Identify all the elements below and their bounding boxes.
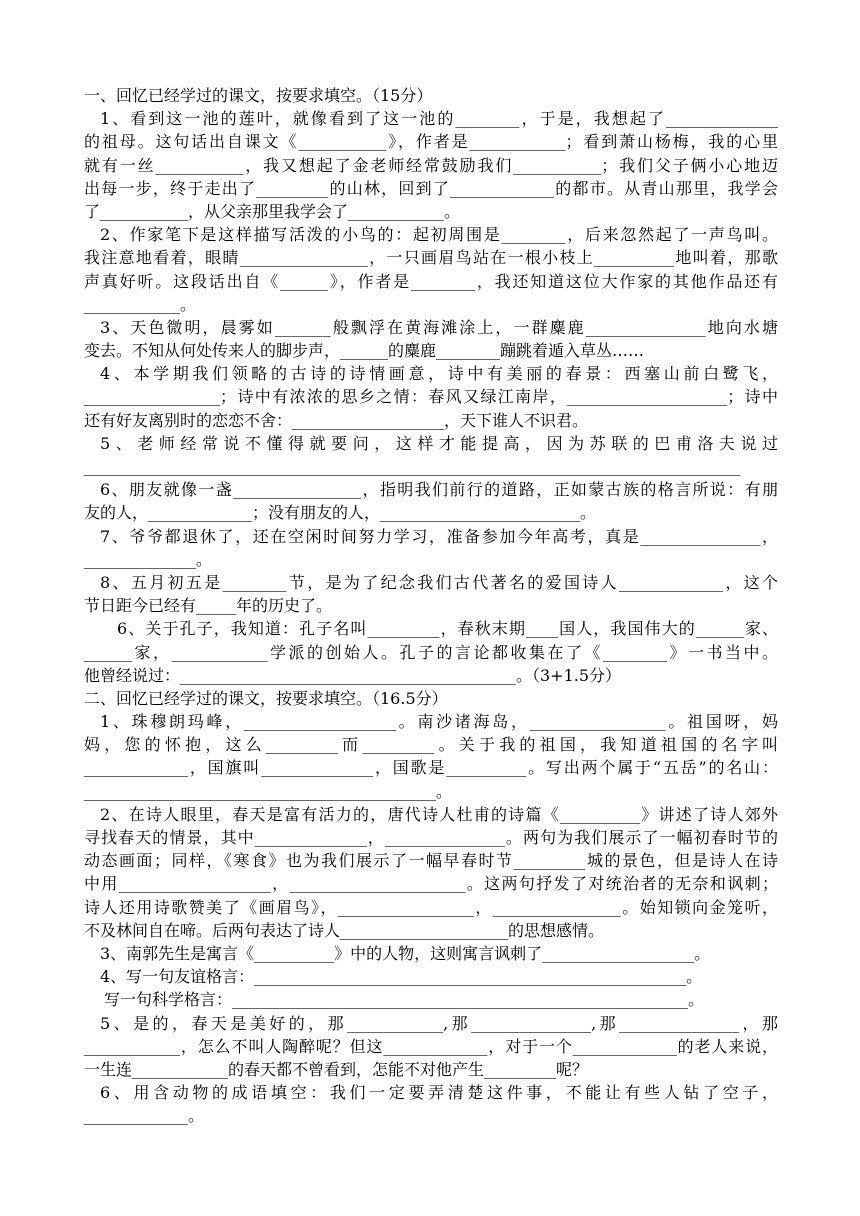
s1-question-4 (84, 362, 778, 432)
s1-q2-line-4: ____________。 (84, 294, 197, 314)
s1-q9-line-2: ______家，____________学派的创始人。孔子的言论都收集在了《________》一书当中。 (84, 642, 778, 662)
s2-question-2 (84, 803, 778, 942)
s2-q1-line-3: _____________，国旗叫______________，国歌是__________。写出两个属于“五岳”的名山： (84, 758, 778, 778)
s1-question-7 (84, 525, 778, 571)
s2-q4-line-2: 写一句科学格言：_________________________________________________________。 (104, 990, 705, 1010)
s1-q2-line-1: 2、作家笔下是这样描写活泼的小鸟的：起初周围是________，后来忽然起了一声鸟叫。 (100, 225, 778, 245)
s1-q3-line-1: 3、天色微明，晨雾如_______般飘浮在黄海滩涂上，一群麋鹿_______________地向水塘 (100, 317, 778, 337)
s2-q2-line-5: 诗人还用诗歌赞美了《画眉鸟》，_________________，________________。始知锁向金笼听， (84, 897, 778, 917)
s1-q4-line-1: 4、本学期我们领略的古诗的诗情画意，诗中有美丽的春景：西塞山前白鹭飞， (100, 364, 778, 384)
s2-q2-line-3: 动态画面；同样，《寒食》也为我们展示了一幅早春时节_________城的景色，但是诗人在诗 (84, 851, 778, 871)
s1-q5-line-1: 5、老师经常说不懂得就要问，这样才能提高，因为苏联的巴甫洛夫说过 (100, 433, 778, 453)
s1-q9-line-3: 他曾经说过：__________________________________________。（3+1.5分） (84, 665, 622, 685)
s2-question-1 (84, 710, 778, 803)
s1-q1-line-1: 1、看到这一池的莲叶，就像看到了这一池的________，于是，我想起了______________ (100, 109, 778, 129)
s1-question-3 (84, 316, 778, 362)
s1-q4-line-2: _________________；诗中有浓浓的思乡之情：春风又绿江南岸，____________________；诗中 (84, 387, 778, 407)
s1-question-8 (84, 571, 778, 617)
s2-q2-line-4: 中用___________________，______________________。这两句抒发了对统治者的无奈和讽刺； (84, 874, 778, 894)
s1-question-5 (84, 432, 778, 478)
s1-q7-line-1: 7、爷爷都退休了，还在空闲时间努力学习，准备参加今年高考，真是_______________， (100, 526, 778, 546)
s1-q1-line-2: 的祖母。这句话出自课文《___________》，作者是____________；看到萧山杨梅，我的心里 (84, 132, 778, 152)
s2-question-3 (84, 942, 778, 965)
s1-q7-line-2: ______________。 (84, 549, 213, 569)
s2-q2-line-2: 寻找春天的情景，其中______________，_______________。两句为我们展示了一幅初春时节的 (84, 828, 778, 847)
s2-q1-line-1: 1、珠穆朗玛峰，___________________。南沙诸海岛，_________________。祖国呀，妈 (100, 712, 778, 732)
s1-q2-line-3: 声真好听。这段话出自《______》，作者是________，我还知道这位大作家的其他作品还有 (84, 271, 778, 291)
s1-q6-line-2: 友的人，_____________；没有朋友的人，_________________________。 (84, 503, 597, 523)
section-2 (84, 687, 778, 1128)
section-1-heading: 一、回忆已经学过的课文，按要求填空。（15分） (84, 86, 433, 105)
s1-q5-line-2: __________________________________________________________________________________ (84, 457, 740, 476)
section-1 (84, 84, 778, 687)
s2-q5-line-3: 一生连____________的春天都不曾看到，怎能不对他产生_________呢？ (84, 1059, 589, 1079)
s2-q1-line-2: 妈，您的怀抱，这么_________而_________。关于我的祖国，我知道祖国的名字叫 (84, 735, 778, 755)
s2-q5-line-2: ____________，怎么不叫人陶醉呢？但这_____________，对于一个_____________的老人来说， (84, 1036, 778, 1056)
s2-q1-line-4: ____________________________________________。 (84, 781, 453, 801)
s1-question-1 (84, 107, 778, 223)
s1-q1-line-4: 出每一步，终于走出了_________的山林，回到了_____________的都市。从青山那里，我学会 (84, 178, 778, 198)
s1-q6-line-1: 6、朋友就像一盏________________，指明我们前行的道路，正如蒙古族的格言所说：有朋 (100, 480, 778, 500)
s1-question-2 (84, 223, 778, 316)
s2-q6-line-2: _____________。 (84, 1106, 205, 1126)
s2-q3-line-1: 3、南郭先生是寓言《__________》中的人物，这则寓言讽刺了___________________。 (100, 943, 711, 963)
s2-question-4 (84, 965, 778, 1011)
s1-q1-line-5: 了___________，从父亲那里我学会了____________。 (84, 201, 461, 221)
s1-q1-line-3: 就有一丝___________，我又想起了金老师经常鼓励我们___________；我们父子俩小心地迈 (84, 155, 778, 175)
s2-q5-line-1: 5、是的，春天是美好的，那____________,那_______________,那_______________，那 (100, 1013, 778, 1033)
s2-q6-line-1: 6、用含动物的成语填空：我们一定要弄清楚这件事，不能让有些人钻了空子， (100, 1083, 778, 1103)
s2-question-5 (84, 1012, 778, 1082)
s1-question-9 (84, 617, 778, 687)
s1-q2-line-2: 我注意地看着，眼睛________________，一只画眉鸟站在一根小枝上__________地叫着，那歌 (84, 248, 778, 268)
s2-q2-line-1: 2、在诗人眼里，春天是富有活力的，唐代诗人杜甫的诗篇《__________》讲述了诗人郊外 (100, 804, 778, 824)
s1-question-6 (84, 478, 778, 524)
s1-q8-line-2: 节日距今已经有_____年的历史了。 (84, 596, 333, 616)
s1-q9-line-1: 6、关于孔子，我知道：孔子名叫_________，春秋末期____国人，我国伟大的______家、 (117, 619, 778, 639)
s2-q2-line-6: 不及林间自在啼。后两句表达了诗人_____________________的思想感情。 (84, 920, 605, 940)
s2-question-6 (84, 1081, 778, 1127)
s2-q4-line-1: 4、写一句友谊格言：______________________________________________________。 (100, 967, 703, 987)
s1-q8-line-1: 8、五月初五是________节，是为了纪念我们古代著名的爱国诗人_____________，这个 (100, 572, 778, 592)
exam-page (84, 84, 778, 1127)
section-2-heading: 二、回忆已经学过的课文，按要求填空。（16.5分） (84, 688, 448, 708)
s1-q3-line-2: 变去。不知从何处传来人的脚步声，______的麋鹿________蹦跳着遁入草丛…… (84, 341, 645, 361)
s1-q4-line-3: 还有好友离别时的恋恋不舍：___________________，天下谁人不识君。 (84, 410, 589, 430)
